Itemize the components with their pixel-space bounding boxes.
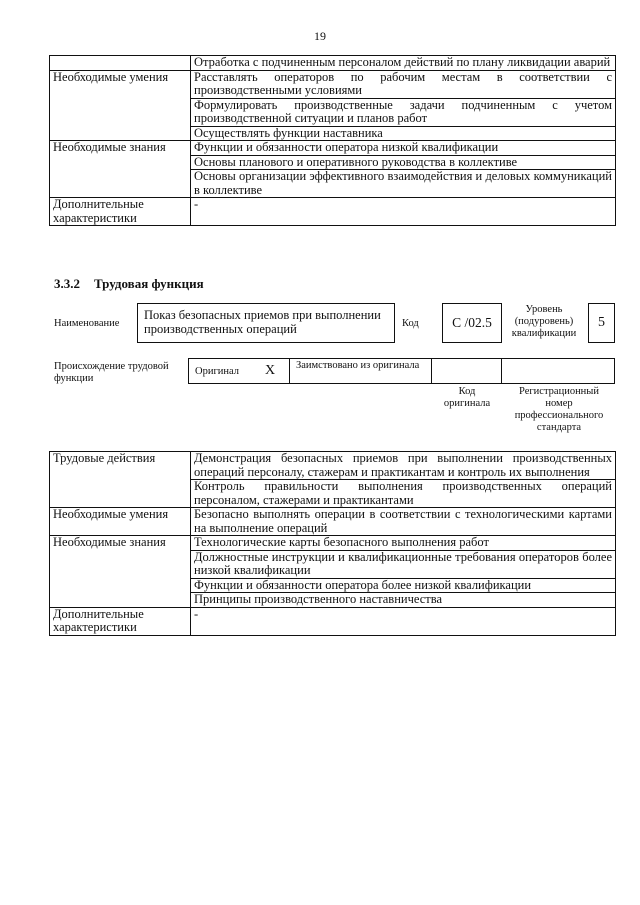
row-label	[50, 56, 191, 71]
code-box	[442, 303, 502, 343]
table-row	[50, 508, 616, 536]
row-item: Функции и обязанности оператора более низкой квалификации	[191, 578, 616, 593]
row-item: Осуществлять функции наставника	[191, 126, 616, 141]
row-item: Безопасно выполнять операции в соответствии с технологическими картами на выполнение операций	[191, 508, 616, 536]
row-item: Функции и обязанности оператора низкой квалификации	[191, 141, 616, 156]
original-box	[188, 358, 290, 384]
level-value: 5	[598, 315, 605, 330]
name-label: Наименование	[54, 318, 120, 329]
registration-box	[501, 358, 615, 384]
row-label: Необходимые знания	[50, 536, 191, 608]
table-row	[50, 607, 616, 635]
row-label: Необходимые умения	[50, 508, 191, 536]
original-label: Оригинал	[195, 366, 239, 377]
bottom-requirements-table	[49, 451, 616, 636]
row-item: Контроль правильности выполнения производственных операций персоналом, стажерами и практикантами	[191, 480, 616, 508]
row-item: Технологические карты безопасного выполнения работ	[191, 536, 616, 551]
row-label: Необходимые умения	[50, 70, 191, 141]
row-item: Демонстрация безопасных приемов при выполнении производственных операций персоналу, стажерам и практикантам и контроль их выполнения	[191, 452, 616, 480]
registration-caption: Регистрационный номер профессионального стандарта	[514, 386, 604, 433]
table-row	[50, 536, 616, 551]
level-label: Уровень (подуровень) квалификации	[511, 304, 577, 339]
code-caption: Код оригинала	[443, 386, 491, 409]
section-heading	[54, 276, 204, 292]
row-label: Трудовые действия	[50, 452, 191, 508]
function-name-value: Показ безопасных приемов при выполнении производственных операций	[144, 308, 381, 336]
row-label: Дополнительные характеристики	[50, 198, 191, 226]
borrowed-label: Заимствовано из оригинала	[296, 360, 420, 371]
borrowed-box	[289, 358, 432, 384]
table-row	[50, 198, 616, 226]
row-item: -	[191, 607, 616, 635]
table-row	[50, 141, 616, 156]
code-value: С /02.5	[452, 315, 492, 330]
function-name-box	[137, 303, 395, 343]
origin-label: Происхождение трудовой функции	[54, 361, 169, 384]
table-row	[50, 70, 616, 98]
row-item: Расставлять операторов по рабочим местам в соответствии с производственными условиями	[191, 70, 616, 98]
row-item: Основы организации эффективного взаимодействия и деловых коммуникаций в коллективе	[191, 170, 616, 198]
table-row	[50, 452, 616, 480]
row-item: Основы планового и оперативного руководства в коллективе	[191, 155, 616, 170]
level-box	[588, 303, 615, 343]
original-code-box	[431, 358, 502, 384]
row-item: Принципы производственного наставничества	[191, 593, 616, 608]
section-title: Трудовая функция	[94, 276, 204, 291]
section-number: 3.3.2	[54, 276, 80, 291]
row-label: Необходимые знания	[50, 141, 191, 198]
page-number: 19	[314, 29, 326, 43]
row-item: Формулировать производственные задачи подчиненным с учетом производственной ситуации и планов работ	[191, 98, 616, 126]
row-item: Должностные инструкции и квалификационные требования операторов более низкой квалификации	[191, 550, 616, 578]
row-item: -	[191, 198, 616, 226]
code-label: Код	[402, 318, 419, 329]
row-label: Дополнительные характеристики	[50, 607, 191, 635]
row-item: Отработка с подчиненным персоналом действий по плану ликвидации аварий	[191, 56, 616, 71]
top-requirements-table	[49, 55, 616, 226]
original-mark: X	[265, 363, 276, 378]
table-row	[50, 56, 616, 71]
